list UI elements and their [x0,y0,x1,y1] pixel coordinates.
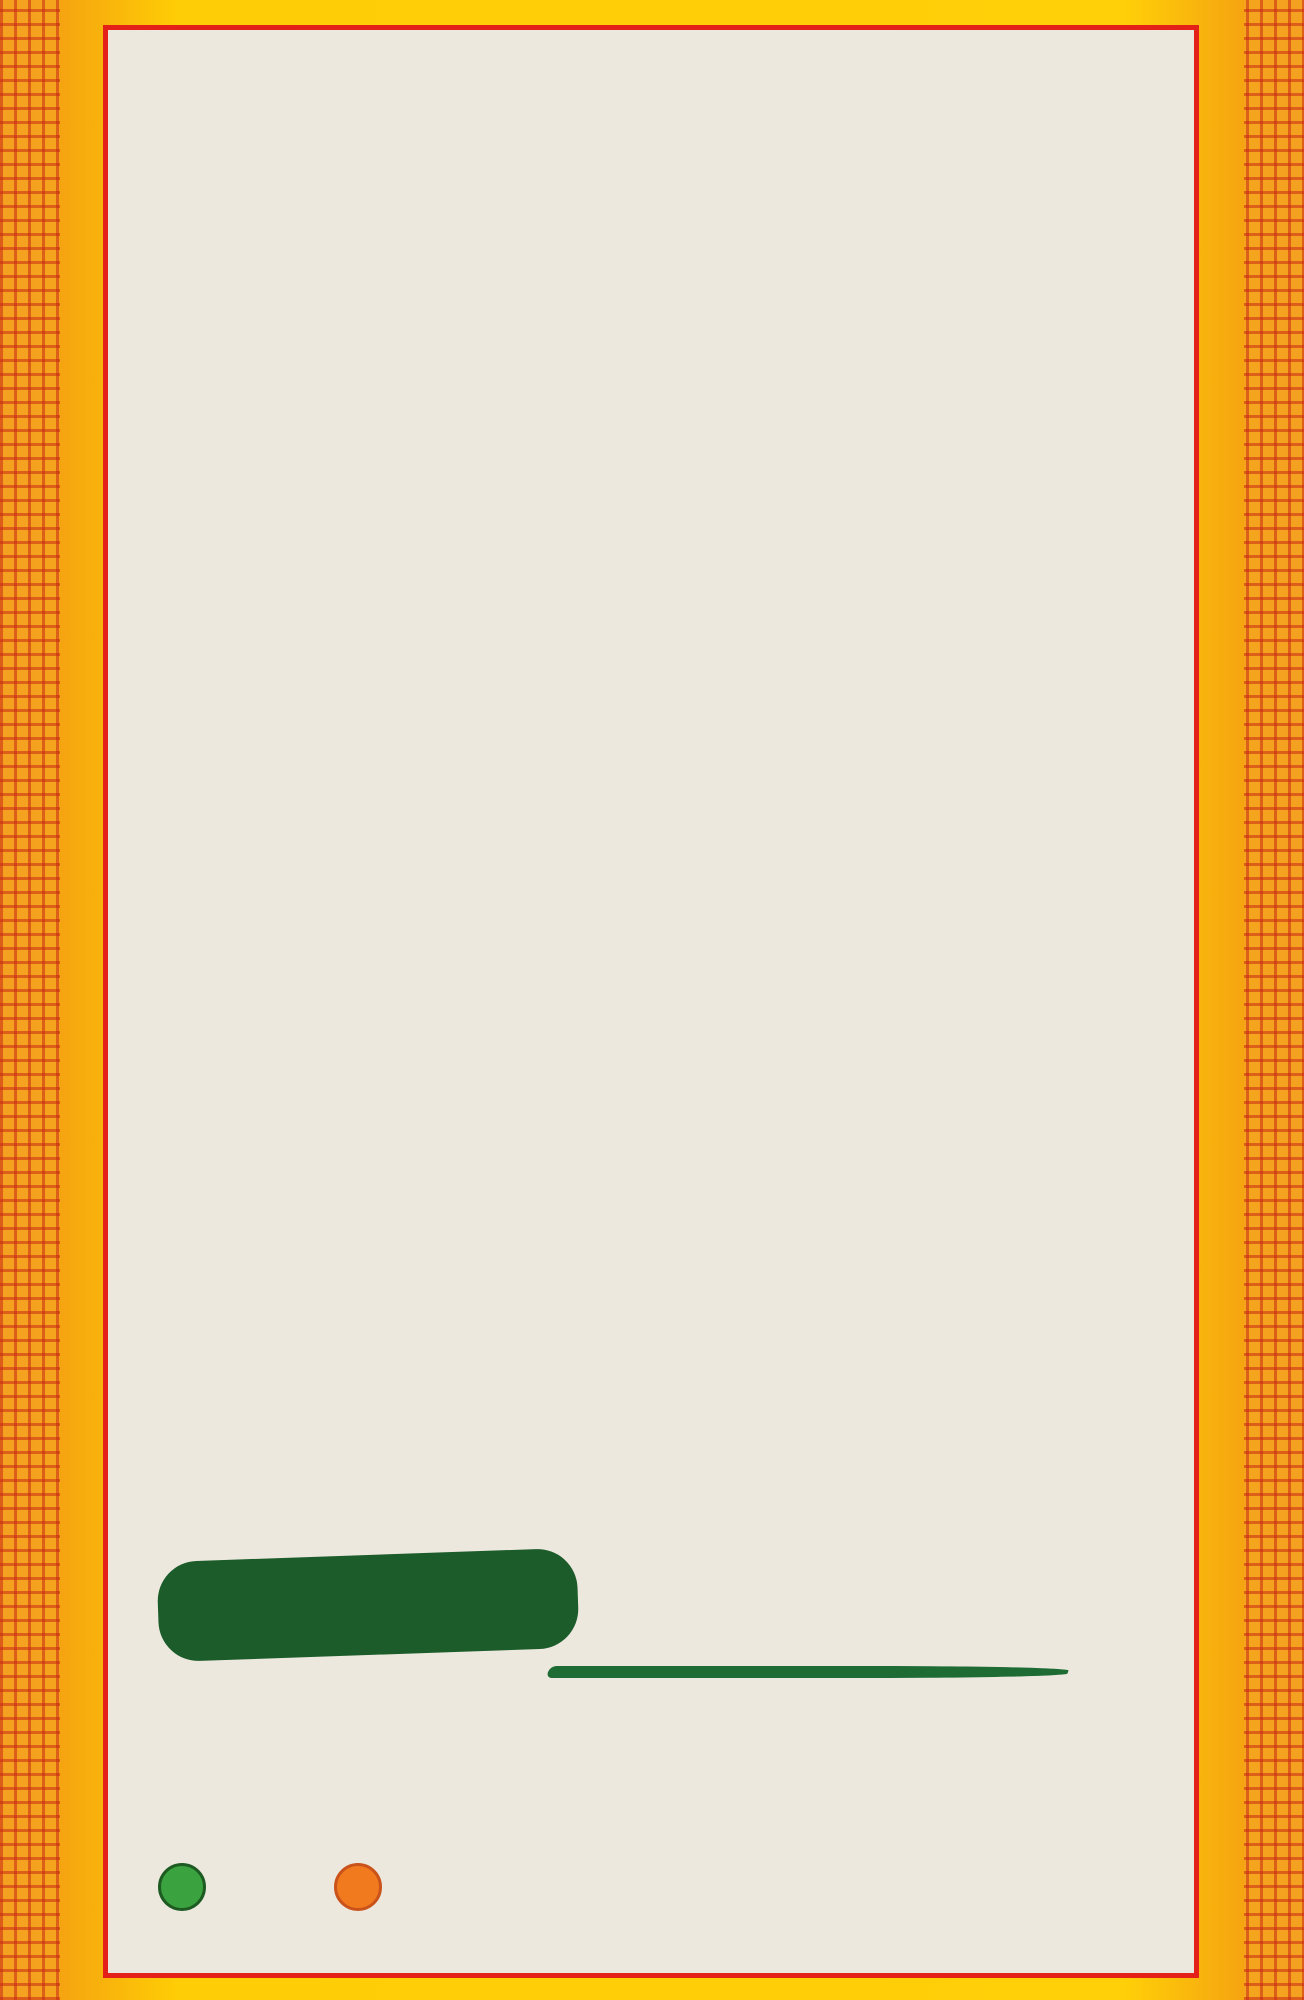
vegan-badge-icon [158,1863,206,1911]
platters-brush [546,1666,1070,1678]
brand-logo [156,1548,579,1663]
gluten-free-legend [334,1863,388,1911]
gluten-free-badge-icon [334,1863,382,1911]
vegan-legend [158,1863,212,1911]
menu-sheet [103,25,1199,1978]
brand-logo-text [157,1562,577,1577]
